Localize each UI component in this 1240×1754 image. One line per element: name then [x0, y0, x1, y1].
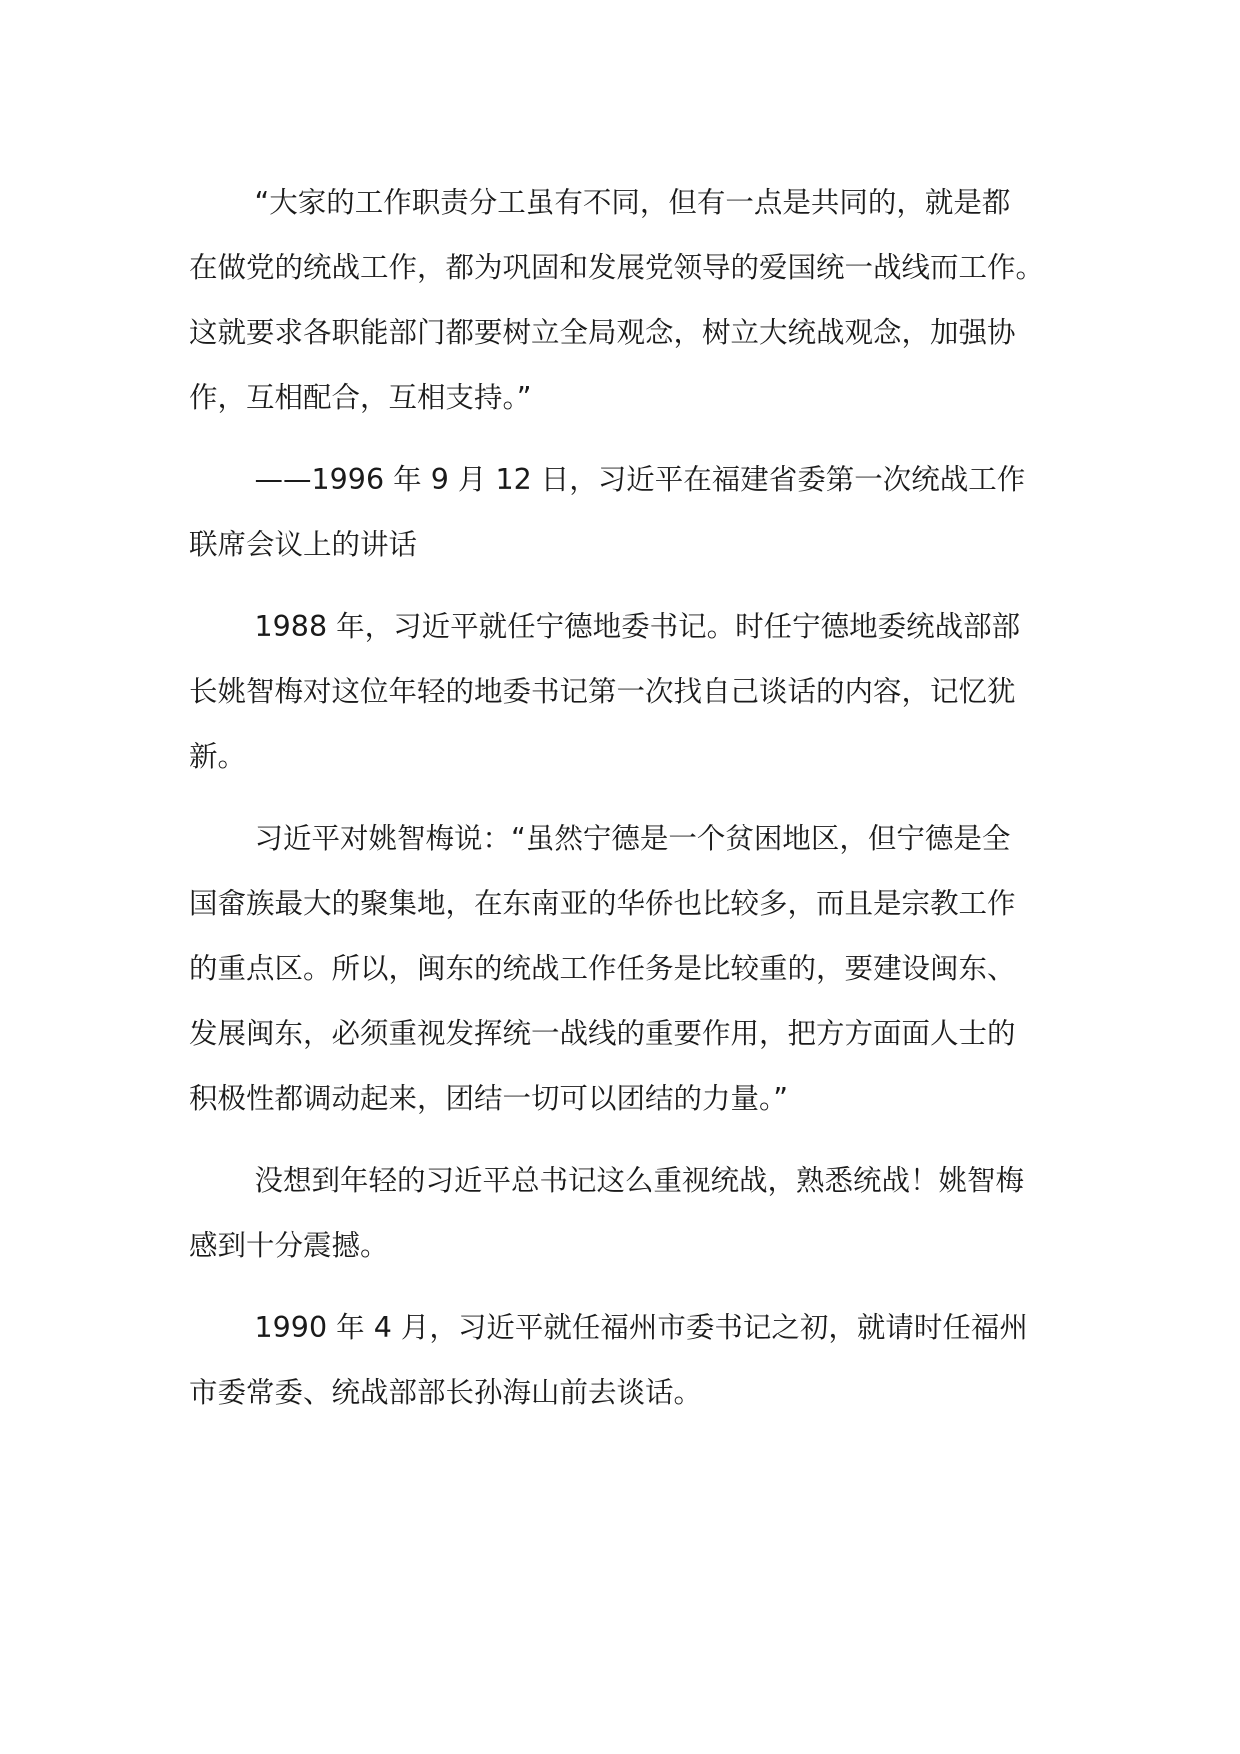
text-line: 国畲族最大的聚集地，在东南亚的华侨也比较多，而且是宗教工作	[189, 887, 1016, 920]
text-line: 感到十分震撼。	[189, 1229, 389, 1262]
text-line: 市委常委、统战部部长孙海山前去谈话。	[189, 1376, 703, 1409]
paragraph-speech	[189, 806, 1059, 1131]
text-line: 联席会议上的讲话	[189, 528, 418, 561]
paragraph-attribution	[189, 447, 1059, 577]
text-line: “大家的工作职责分工虽有不同，但有一点是共同的，就是都	[254, 186, 1011, 219]
text-line: 1988 年，习近平就任宁德地委书记。时任宁德地委统战部部	[254, 610, 1021, 643]
text-line: 发展闽东，必须重视发挥统一战线的重要作用，把方方面面人士的	[189, 1017, 1016, 1050]
text-line: 习近平对姚智梅说：“虽然宁德是一个贫困地区，但宁德是全	[254, 822, 1011, 855]
text-line: ——1996 年 9 月 12 日，习近平在福建省委第一次统战工作	[254, 463, 1026, 496]
text-line: 作，互相配合，互相支持。”	[189, 381, 532, 414]
text-line: 积极性都调动起来，团结一切可以团结的力量。”	[189, 1082, 789, 1115]
text-line: 的重点区。所以，闽东的统战工作任务是比较重的，要建设闽东、	[189, 952, 1016, 985]
paragraph-reaction	[189, 1148, 1059, 1278]
text-line: 新。	[189, 740, 247, 773]
text-line: 没想到年轻的习近平总书记这么重视统战，熟悉统战！姚智梅	[254, 1164, 1025, 1197]
text-line: 在做党的统战工作，都为巩固和发展党领导的爱国统一战线而工作。	[189, 251, 1045, 284]
text-line: 这就要求各职能部门都要树立全局观念，树立大统战观念，加强协	[189, 316, 1016, 349]
paragraph-1988	[189, 594, 1059, 789]
text-line: 长姚智梅对这位年轻的地委书记第一次找自己谈话的内容，记忆犹	[189, 675, 1016, 708]
paragraph-1990	[189, 1295, 1059, 1425]
paragraph-quote	[189, 170, 1059, 430]
text-line: 1990 年 4 月，习近平就任福州市委书记之初，就请时任福州	[254, 1311, 1028, 1344]
document-body	[189, 170, 1059, 1442]
